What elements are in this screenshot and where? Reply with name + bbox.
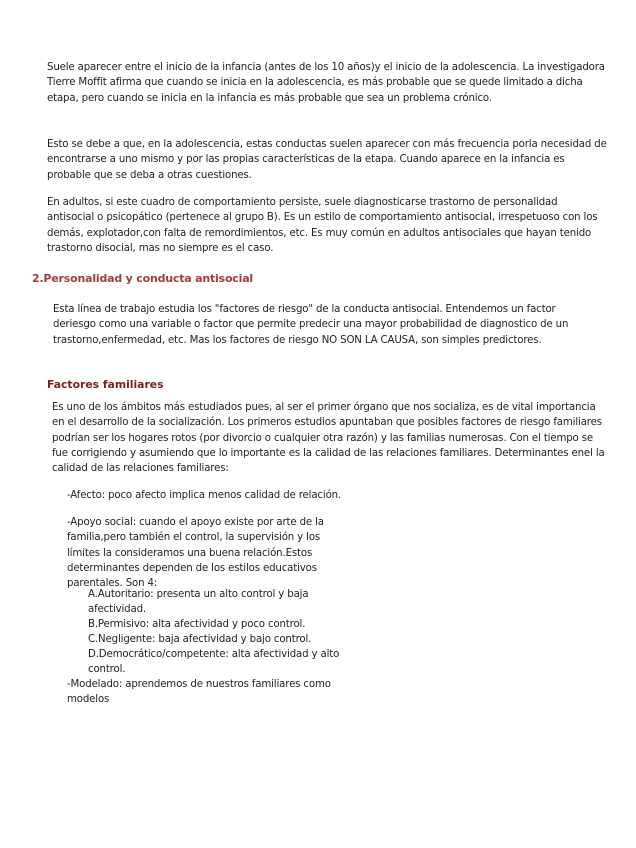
paragraph-familiares: Es uno de los ámbitos más estudiados pues, al ser el primer órgano que nos socializa, es de vital importancia en el desarrollo de la socialización. Los primeros estudios apuntaban que posibles factores de riesgo familiares podrían ser los hogares rotos (por divorcio o cualquier otra razón) y las familias numerosas. Con el tiempo se fue corrigiendo y asumiendo que lo importante es la calidad de las relaciones familiares. Determinantes enel la calidad de las relaciones familiares: [52,402,605,475]
list-item-modelado: -Modelado: aprendemos de nuestros familiares como modelos [67,679,331,706]
paragraph-intro-2: Esto se debe a que, en la adolescencia, estas conductas suelen aparecer con más frecuencia porla necesidad de encontrarse a uno mismo y por las propias características de la etapa. Cuando aparece en la infancia es probable que se deba a otras cuestiones. [47,139,607,181]
list-item-apoyo: -Apoyo social: cuando el apoyo existe por arte de la familia,pero también el control, la supervisión y los límites la consideramos una buena relación.Estos determinantes dependen de los estilos educativos parentales. Son 4: [67,517,324,590]
list-item-afecto: -Afecto: poco afecto implica menos calidad de relación. [67,490,342,501]
paragraph-intro-3: En adultos, si este cuadro de comportamiento persiste, suele diagnosticarse trastorno de personalidad antisocial o psicopático (pertenece al grupo B). Es un estilo de comportamiento antisocial, irrespetuoso con los demás, explotador,con falta de remordimientos, etc. Es muy común en adultos antisociales que hayan tenido trastorno disocial, mas no siempre es el caso. [47,197,598,254]
estilo-negligente: C.Negligente: baja afectividad y bajo control. [88,634,312,645]
section-heading-personalidad: 2.Personalidad y conducta antisocial [32,272,253,285]
paragraph-factores-riesgo: Esta línea de trabajo estudia los "factores de riesgo" de la conducta antisocial. Entendemos un factor deriesgo como una variable o factor que permite predecir una mayor probabilidad de diagnostico de un trastorno,enfermedad, etc. Mas los factores de riesgo NO SON LA CAUSA, son simples predictores. [53,304,569,346]
subheading-factores-familiares: Factores familiares [47,378,164,391]
estilo-permisivo: B.Permisivo: alta afectividad y poco control. [88,619,306,630]
paragraph-intro-1: Suele aparecer entre el inicio de la infancia (antes de los 10 años)y el inicio de la adolescencia. La investigadora Tierre Moffit afirma que cuando se inicia en la adolescencia, es más probable que se quede limitado a dicha etapa, pero cuando se inicia en la infancia es más probable que sea un problema crónico. [47,62,605,104]
estilo-autoritario: A.Autoritario: presenta un alto control y baja afectividad. [88,589,309,616]
estilo-democratico: D.Democrático/competente: alta afectividad y alto control. [88,649,340,676]
